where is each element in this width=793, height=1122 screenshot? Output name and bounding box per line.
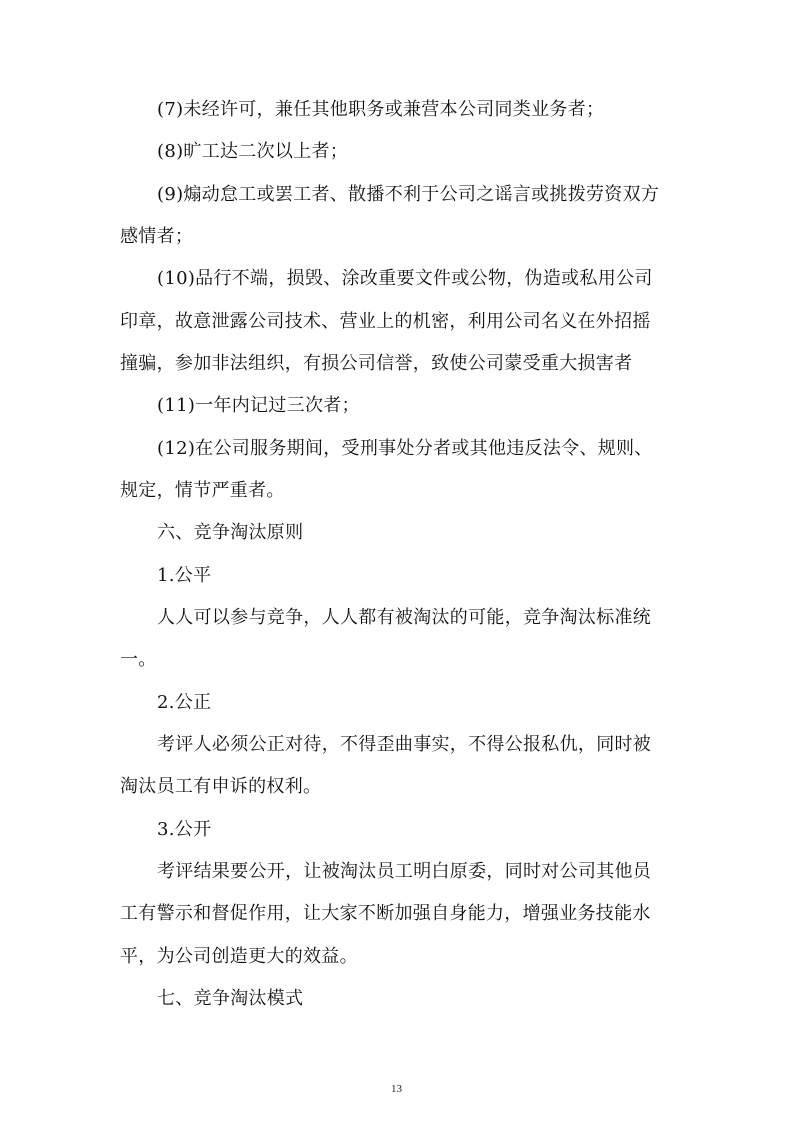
text-line: 人人可以参与竞争，人人都有被淘汰的可能，竞争淘汰标准统 <box>157 607 652 628</box>
text-line: (8)旷工达二次以上者； <box>157 141 349 162</box>
section-heading: 七、竞争淘汰模式 <box>157 988 304 1009</box>
section-heading: 六、竞争淘汰原则 <box>157 522 304 543</box>
text-line: 规定，情节严重者。 <box>120 480 285 501</box>
subsection-heading: 1.公平 <box>157 565 212 586</box>
text-line: 淘汰员工有申诉的权利。 <box>120 776 322 797</box>
text-line: (12)在公司服务期间，受刑事处分者或其他违反法令、规则、 <box>157 438 653 459</box>
text-line: (10)品行不端，损毁、涂改重要文件或公物，伪造或私用公司 <box>157 268 653 289</box>
page-number: 13 <box>391 1083 402 1095</box>
text-line: (7)未经许可，兼任其他职务或兼营本公司同类业务者； <box>157 99 605 120</box>
subsection-heading: 2.公正 <box>157 692 212 713</box>
text-line: 平，为公司创造更大的效益。 <box>120 946 358 967</box>
text-line: 考评人必须公正对待，不得歪曲事实，不得公报私仇，同时被 <box>157 734 652 755</box>
text-line: 考评结果要公开，让被淘汰员工明白原委，同时对公司其他员 <box>157 861 652 882</box>
text-line: 感情者； <box>120 226 194 247</box>
text-line: 撞骗，参加非法组织，有损公司信誉，致使公司蒙受重大损害者 <box>120 353 633 374</box>
subsection-heading: 3.公开 <box>157 819 212 840</box>
text-line: 一。 <box>120 649 157 670</box>
text-line: (9)煽动怠工或罢工者、散播不利于公司之谣言或挑拨劳资双方 <box>157 184 660 205</box>
text-line: 印章，故意泄露公司技术、营业上的机密，利用公司名义在外招摇 <box>120 311 651 332</box>
text-line: (11)一年内记过三次者； <box>157 395 360 416</box>
text-line: 工有警示和督促作用，让大家不断加强自身能力，增强业务技能水 <box>120 903 651 924</box>
